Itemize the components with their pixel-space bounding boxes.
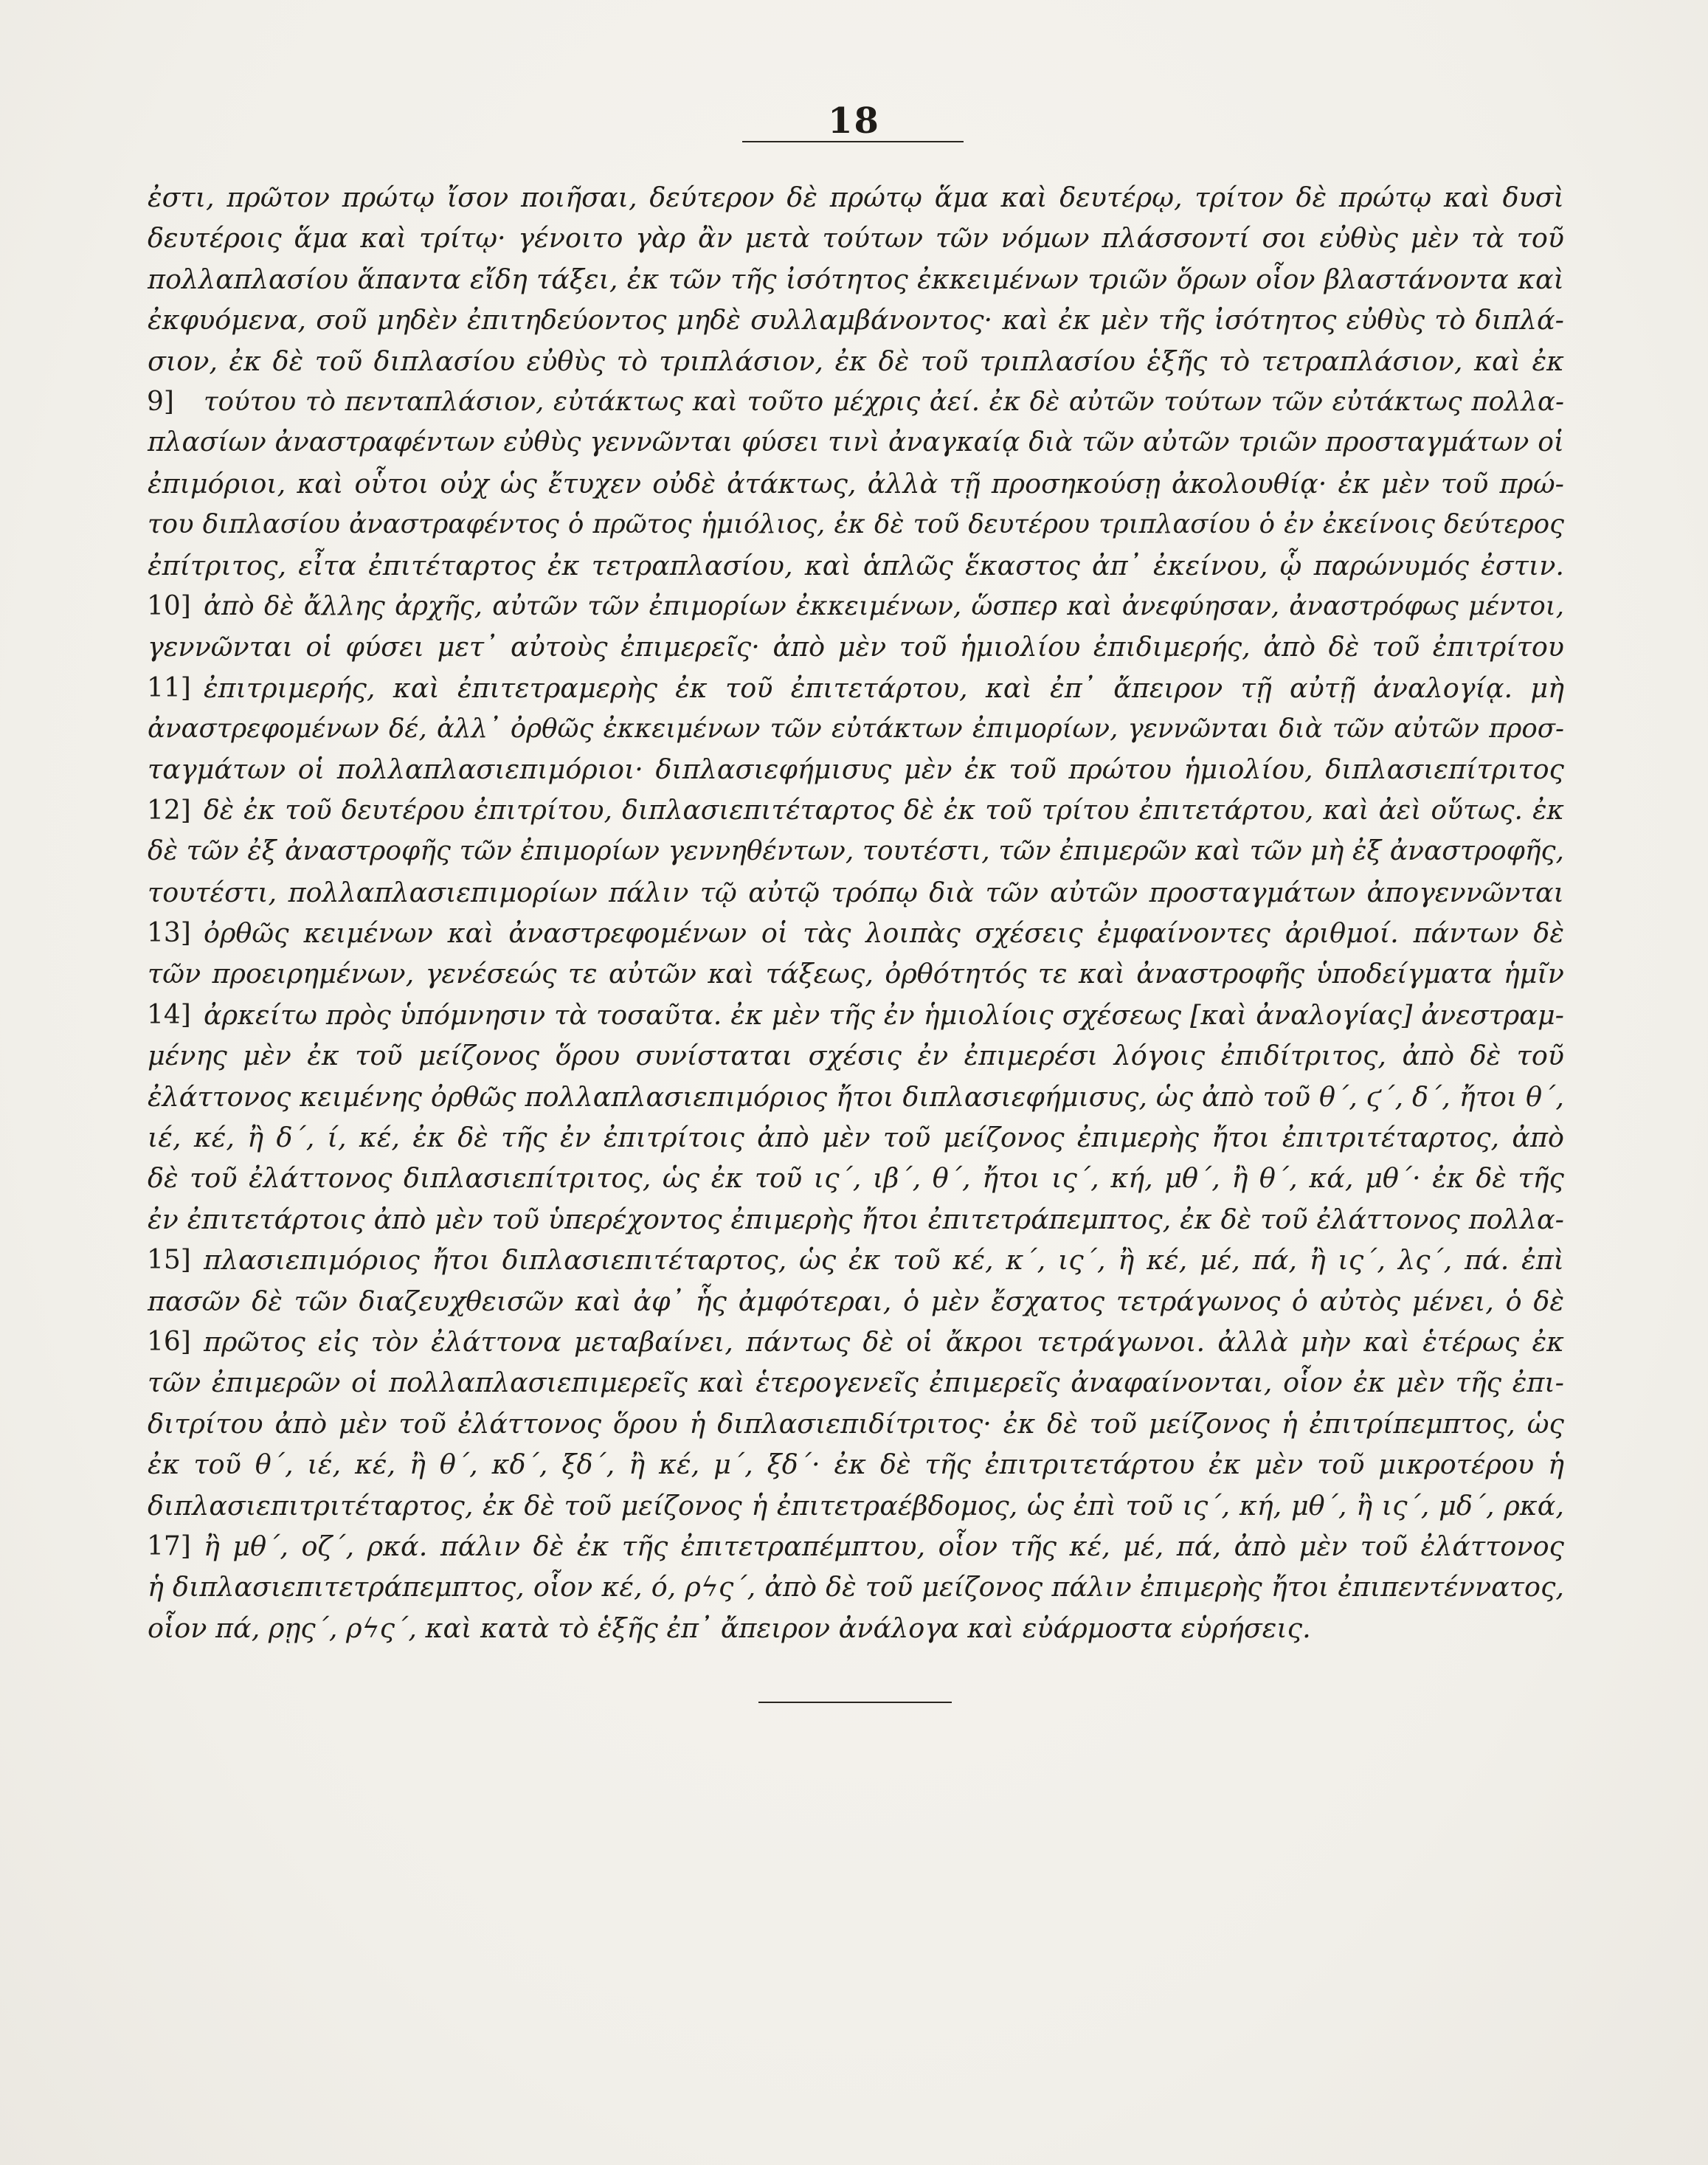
text-line	[148, 831, 1564, 871]
text-line	[148, 1158, 1564, 1198]
section-marker: 13]	[147, 918, 191, 949]
line-text: ἀπὸ δὲ ἄλλης ἀρχῆς, αὐτῶν τῶν ἐπιμορίων ἐκκειμένων, ὥσπερ καὶ ἀνεφύησαν, ἀναστρόφως μέντοι,	[204, 590, 1564, 621]
text-line	[148, 708, 1564, 749]
text-line	[148, 1077, 1564, 1117]
text-line	[148, 668, 1564, 708]
line-text: ἐστι, πρῶτον πρώτῳ ἴσον ποιῆσαι, δεύτερον δὲ πρώτῳ ἅμα καὶ δευτέρῳ, τρίτον δὲ πρώτῳ καὶ δυσὶ	[148, 182, 1564, 213]
line-text: μένης μὲν ἐκ τοῦ μείζονος ὅρου συνίσταται σχέσις ἐν ἐπιμερέσι λόγοις ἐπιδίτριτος, ἀπὸ δὲ τοῦ	[148, 1040, 1564, 1072]
line-text: δὲ τοῦ ἐλάττονος διπλασιεπίτριτος, ὡς ἐκ τοῦ ις΄, ιβ΄, θ΄, ἤτοι ις΄, κή, μθ΄, ἢ θ΄, κά, μθ΄· ἐκ δὲ τῆς	[148, 1162, 1564, 1195]
text-line	[148, 1485, 1564, 1526]
line-text: του διπλασίου ἀναστραφέντος ὁ πρῶτος ἡμιόλιος, ἐκ δὲ τοῦ δευτέρου τριπλασίου ὁ ἐν ἐκείνοις δεύτερος	[148, 509, 1564, 540]
text-line	[148, 1362, 1564, 1403]
text-line	[148, 545, 1564, 586]
text-line	[148, 300, 1564, 340]
line-text: ταγμάτων οἱ πολλαπλασιεπιμόριοι· διπλασιεφήμισυς μὲν ἐκ τοῦ πρώτου ἡμιολίου, διπλασιεπίτριτος	[148, 753, 1564, 786]
line-text: ἐπιμόριοι, καὶ οὗτοι οὐχ ὡς ἔτυχεν οὐδὲ ἀτάκτως, ἀλλὰ τῇ προσηκούσῃ ἀκολουθίᾳ· ἐκ μὲν τοῦ πρώ-	[148, 467, 1564, 500]
line-text: τῶν προειρημένων, γενέσεώς τε αὐτῶν καὶ τάξεως, ὀρθότητός τε καὶ ἀναστροφῆς ὑποδείγματα ἡμῖν	[148, 958, 1564, 990]
line-text: δευτέροις ἅμα καὶ τρίτῳ· γένοιτο γὰρ ἂν μετὰ τούτων τῶν νόμων πλάσσοντί σοι εὐθὺς μὲν τὰ τοῦ	[148, 222, 1564, 255]
line-text: τούτου τὸ πενταπλάσιον, εὐτάκτως καὶ τοῦτο μέχρις ἀεί. ἐκ δὲ αὐτῶν τούτων τῶν εὐτάκτως πολλα-	[204, 386, 1564, 417]
line-text: ἐπιτριμερής, καὶ ἐπιτετραμερὴς ἐκ τοῦ ἐπιτετάρτου, καὶ ἐπ᾿ ἄπειρον τῇ αὐτῇ ἀναλογίᾳ. μὴ	[204, 671, 1564, 704]
section-marker: 9]	[147, 386, 174, 417]
line-text: ἡ διπλασιεπιτετράπεμπτος, οἷον κέ, ό, ρϟς΄, ἀπὸ δὲ τοῦ μείζονος πάλιν ἐπιμερὴς ἤτοι ἐπιπεντέννατος,	[148, 1571, 1564, 1603]
section-marker: 15]	[147, 1245, 191, 1276]
line-text: ὀρθῶς κειμένων καὶ ἀναστρεφομένων οἱ τὰς λοιπὰς σχέσεις ἐμφαίνοντες ἀριθμοί. πάντων δὲ	[204, 917, 1564, 950]
section-marker: 17]	[147, 1530, 191, 1561]
main-text	[148, 177, 1564, 1648]
line-text: ἢ μθ΄, οζ΄, ρκά. πάλιν δὲ ἐκ τῆς ἐπιτετραπέμπτου, οἷον τῆς κέ, μέ, πά, ἀπὸ μὲν τοῦ ἐλάττονος	[204, 1530, 1564, 1562]
text-line	[148, 1608, 1564, 1648]
section-marker: 14]	[147, 999, 191, 1030]
section-marker: 11]	[147, 672, 191, 703]
line-text: ἐλάττονος κειμένης ὀρθῶς πολλαπλασιεπιμόριος ἤτοι διπλασιεφήμισυς, ὡς ἀπὸ τοῦ θ΄, ϛ΄, δ΄, ἤτοι θ΄,	[148, 1080, 1564, 1113]
text-line	[148, 1403, 1564, 1444]
line-text: πασῶν δὲ τῶν διαζευχθεισῶν καὶ ἀφ᾿ ἧς ἀμφότεραι, ὁ μὲν ἔσχατος τετράγωνος ὁ αὐτὸς μένει, ὁ δὲ	[148, 1285, 1564, 1317]
line-text: ἐπίτριτος, εἶτα ἐπιτέταρτος ἐκ τετραπλασίου, καὶ ἁπλῶς ἕκαστος ἀπ᾿ ἐκείνου, ᾧ παρώνυμός ἐστιν.	[148, 549, 1564, 581]
section-marker: 12]	[147, 795, 191, 826]
text-line	[148, 953, 1564, 994]
line-text: πλασιεπιμόριος ἤτοι διπλασιεπιτέταρτος, ὡς ἐκ τοῦ κέ, κ΄, ις΄, ἢ κέ, μέ, πά, ἢ ις΄, λς΄, πά. ἐπὶ	[204, 1244, 1564, 1277]
text-line	[148, 1240, 1564, 1280]
text-line	[148, 1035, 1564, 1076]
text-line	[148, 1199, 1564, 1240]
text-line	[148, 586, 1564, 626]
line-text: πολλαπλασίου ἅπαντα εἴδη τάξει, ἐκ τῶν τῆς ἰσότητος ἐκκειμένων τριῶν ὅρων οἷον βλαστάνοντα καὶ	[148, 263, 1564, 295]
line-text: ιέ, κέ, ἢ δ΄, ί, κέ, ἐκ δὲ τῆς ἐν ἐπιτρίτοις ἀπὸ μὲν τοῦ μείζονος ἐπιμερὴς ἤτοι ἐπιτριτέταρτος, ἀπὸ	[148, 1121, 1564, 1153]
text-line	[148, 749, 1564, 790]
text-line	[148, 1444, 1564, 1485]
text-line	[148, 913, 1564, 953]
text-line	[148, 177, 1564, 218]
text-line	[148, 1281, 1564, 1322]
line-text: διτρίτου ἀπὸ μὲν τοῦ ἐλάττονος ὅρου ἡ διπλασιεπιδίτριτος· ἐκ δὲ τοῦ μείζονος ἡ ἐπιτρίπεμπτος, ὡς	[148, 1407, 1564, 1440]
text-line	[148, 1526, 1564, 1567]
line-text: διπλασιεπιτριτέταρτος, ἐκ δὲ τοῦ μείζονος ἡ ἐπιτετραέβδομος, ὡς ἐπὶ τοῦ ις΄, κή, μθ΄, ἢ ις΄, μδ΄, ρκά,	[148, 1489, 1564, 1522]
page-number: 18	[828, 100, 880, 142]
line-text: δὲ ἐκ τοῦ δευτέρου ἐπιτρίτου, διπλασιεπιτέταρτος δὲ ἐκ τοῦ τρίτου ἐπιτετάρτου, καὶ ἀεὶ οὕτως. ἐκ	[204, 795, 1564, 826]
text-line	[148, 463, 1564, 504]
text-line	[148, 790, 1564, 831]
text-line	[148, 872, 1564, 913]
text-line	[148, 1567, 1564, 1607]
line-text: γεννῶνται οἱ φύσει μετ᾿ αὐτοὺς ἐπιμερεῖς· ἀπὸ μὲν τοῦ ἡμιολίου ἐπιδιμερής, ἀπὸ δὲ τοῦ ἐπιτρίτου	[148, 631, 1564, 663]
line-text: ἀναστρεφομένων δέ, ἀλλ᾿ ὀρθῶς ἐκκειμένων τῶν εὐτάκτων ἐπιμορίων, γεννῶνται διὰ τῶν αὐτῶν προσ-	[148, 714, 1564, 745]
text-line	[148, 995, 1564, 1035]
text-line	[148, 1117, 1564, 1158]
line-text: δὲ τῶν ἐξ ἀναστροφῆς τῶν ἐπιμορίων γεννηθέντων, τουτέστι, τῶν ἐπιμερῶν καὶ τῶν μὴ ἐξ ἀναστροφῆς,	[148, 836, 1564, 867]
text-line	[148, 626, 1564, 667]
text-line	[148, 218, 1564, 258]
text-line	[148, 504, 1564, 545]
line-text: ἀρκείτω πρὸς ὑπόμνησιν τὰ τοσαῦτα. ἐκ μὲν τῆς ἐν ἡμιολίοις σχέσεως [καὶ ἀναλογίας] ἀνεστραμ-	[204, 998, 1564, 1031]
text-line	[148, 259, 1564, 300]
line-text: σιον, ἐκ δὲ τοῦ διπλασίου εὐθὺς τὸ τριπλάσιον, ἐκ δὲ τοῦ τριπλασίου ἑξῆς τὸ τετραπλάσιον, καὶ ἐκ	[148, 345, 1564, 377]
line-text: ἐκφυόμενα, σοῦ μηδὲν ἐπιτηδεύοντος μηδὲ συλλαμβάνοντος· καὶ ἐκ μὲν τῆς ἰσότητος εὐθὺς τὸ διπλά-	[148, 304, 1564, 336]
footer-rule	[758, 1702, 952, 1703]
text-line	[148, 422, 1564, 463]
section-marker: 16]	[147, 1326, 191, 1357]
text-line	[148, 1322, 1564, 1362]
line-text: ἐν ἐπιτετάρτοις ἀπὸ μὲν τοῦ ὑπερέχοντος ἐπιμερὴς ἤτοι ἐπιτετράπεμπτος, ἐκ δὲ τοῦ ἐλάττονος πολλα-	[148, 1203, 1564, 1235]
section-marker: 10]	[147, 590, 191, 621]
line-text: τουτέστι, πολλαπλασιεπιμορίων πάλιν τῷ αὐτῷ τρόπῳ διὰ τῶν αὐτῶν προσταγμάτων ἀπογεννῶνται	[148, 876, 1564, 908]
line-text: τῶν ἐπιμερῶν οἱ πολλαπλασιεπιμερεῖς καὶ ἑτερογενεῖς ἐπιμερεῖς ἀναφαίνονται, οἷον ἐκ μὲν τῆς ἐπι-	[148, 1367, 1564, 1399]
line-text: ἐκ τοῦ θ΄, ιέ, κέ, ἢ θ΄, κδ΄, ξδ΄, ἢ κέ, μ΄, ξδ΄· ἐκ δὲ τῆς ἐπιτριτετάρτου ἐκ μὲν τοῦ μικροτέρου ἡ	[148, 1448, 1564, 1481]
line-text: οἷον πά, ρῃς΄, ρϟς΄, καὶ κατὰ τὸ ἑξῆς ἐπ᾿ ἄπειρον ἀνάλογα καὶ εὐάρμοστα εὑρήσεις.	[148, 1612, 1311, 1644]
text-line	[148, 341, 1564, 381]
line-text: πλασίων ἀναστραφέντων εὐθὺς γεννῶνται φύσει τινὶ ἀναγκαίᾳ διὰ τῶν αὐτῶν τριῶν προσταγμάτων οἱ	[148, 427, 1564, 458]
header-rule	[742, 141, 964, 142]
text-line	[148, 381, 1564, 422]
line-text: πρῶτος εἰς τὸν ἐλάττονα μεταβαίνει, πάντως δὲ οἱ ἄκροι τετράγωνοι. ἀλλὰ μὴν καὶ ἑτέρως ἐκ	[204, 1325, 1564, 1358]
